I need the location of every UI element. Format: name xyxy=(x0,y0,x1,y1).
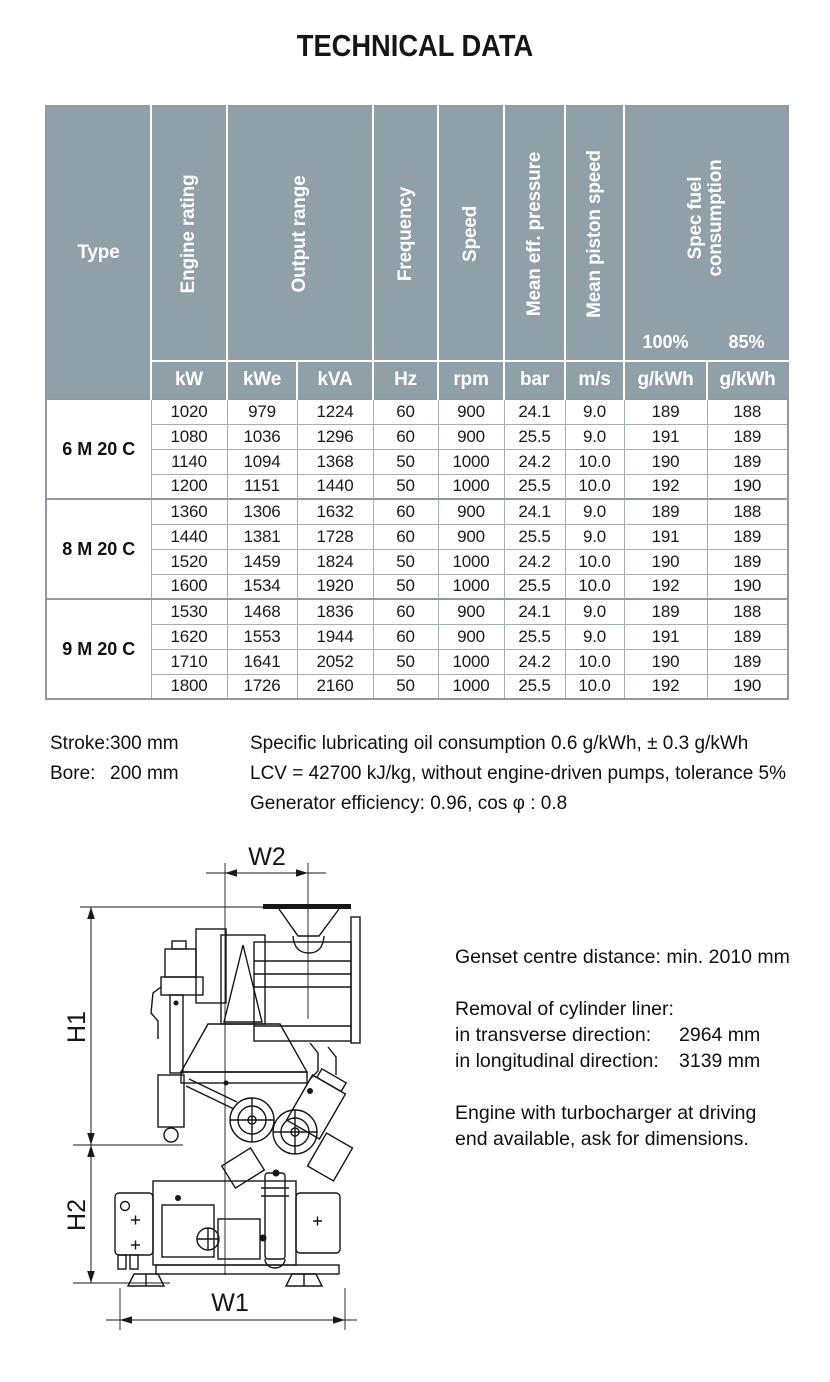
w2-label: W2 xyxy=(248,843,286,871)
spec-value-cell: 50 xyxy=(373,449,438,474)
technical-data-table xyxy=(45,105,789,700)
spec-value-cell: 1036 xyxy=(227,424,297,449)
spec-value-cell: 25.5 xyxy=(504,524,565,549)
spec-value-cell: 1459 xyxy=(227,549,297,574)
table-row xyxy=(46,574,788,599)
load-85-label: 85% xyxy=(728,332,765,352)
spec-value-cell: 1381 xyxy=(227,524,297,549)
spec-value-cell: 188 xyxy=(707,599,788,624)
spec-value-cell: 1620 xyxy=(151,624,227,649)
cylinder-liner-removal-note xyxy=(455,996,827,1074)
spec-value-cell: 192 xyxy=(624,574,707,599)
spec-value-cell: 1641 xyxy=(227,649,297,674)
transverse-label: in transverse direction: xyxy=(455,1024,652,1046)
spec-value-cell: 24.2 xyxy=(504,549,565,574)
h1-label: H1 xyxy=(63,1011,91,1043)
bore-value: 200 mm xyxy=(110,763,179,784)
spec-value-cell: 1080 xyxy=(151,424,227,449)
table-row xyxy=(46,499,788,524)
spec-value-cell: 1224 xyxy=(297,399,373,424)
spec-value-cell: 900 xyxy=(438,624,504,649)
engine-geometry-notes xyxy=(50,729,179,789)
spec-value-cell: 189 xyxy=(624,599,707,624)
spec-value-cell: 190 xyxy=(624,649,707,674)
spec-value-cell: 24.1 xyxy=(504,599,565,624)
spec-value-cell: 1836 xyxy=(297,599,373,624)
column-header-mean-piston-speed xyxy=(565,106,624,361)
engine-type-group xyxy=(46,599,788,699)
spec-value-cell: 1000 xyxy=(438,674,504,699)
bore-row xyxy=(50,759,179,789)
genset-distance-note: Genset centre distance: min. 2010 mm xyxy=(455,946,790,968)
spec-value-cell: 10.0 xyxy=(565,474,624,499)
unit-kva: kVA xyxy=(297,361,373,399)
column-header-label: Mean piston speed xyxy=(583,149,605,318)
transverse-row xyxy=(455,1022,827,1048)
spec-value-cell: 1800 xyxy=(151,674,227,699)
w1-label: W1 xyxy=(211,1289,249,1317)
spec-value-cell: 60 xyxy=(373,599,438,624)
column-header-label: Spec fuel consumption xyxy=(685,159,726,277)
longitudinal-row xyxy=(455,1048,827,1074)
spec-value-cell: 1920 xyxy=(297,574,373,599)
column-header-label: Mean eff. pressure xyxy=(523,151,545,316)
spec-value-cell: 60 xyxy=(373,524,438,549)
spec-value-cell: 1000 xyxy=(438,549,504,574)
spec-value-cell: 10.0 xyxy=(565,649,624,674)
spec-value-cell: 10.0 xyxy=(565,449,624,474)
spec-value-cell: 1000 xyxy=(438,649,504,674)
page-title: TECHNICAL DATA xyxy=(296,28,534,63)
spec-value-cell: 191 xyxy=(624,424,707,449)
spec-value-cell: 60 xyxy=(373,399,438,424)
column-header-label: Frequency xyxy=(394,186,416,281)
spec-value-cell: 1632 xyxy=(297,499,373,524)
table-header xyxy=(46,106,788,399)
spec-value-cell: 60 xyxy=(373,624,438,649)
spec-value-cell: 1151 xyxy=(227,474,297,499)
spec-value-cell: 9.0 xyxy=(565,499,624,524)
engine-type-group xyxy=(46,399,788,499)
spec-value-cell: 9.0 xyxy=(565,424,624,449)
load-percentage-row xyxy=(625,332,787,353)
spec-value-cell: 191 xyxy=(624,524,707,549)
unit-bar: bar xyxy=(504,361,565,399)
column-header-type: Type xyxy=(46,106,151,399)
spec-value-cell: 24.1 xyxy=(504,499,565,524)
spec-value-cell: 900 xyxy=(438,599,504,624)
drawing-notes xyxy=(455,944,827,1152)
unit-gkwh-100: g/kWh xyxy=(624,361,707,399)
lcv-note: LCV = 42700 kJ/kg, without engine-driven pumps, tolerance 5% xyxy=(250,763,787,784)
spec-value-cell: 190 xyxy=(707,674,788,699)
column-header-output-range xyxy=(227,106,373,361)
table-row xyxy=(46,449,788,474)
spec-value-cell: 1534 xyxy=(227,574,297,599)
spec-value-cell: 191 xyxy=(624,624,707,649)
spec-value-cell: 1553 xyxy=(227,624,297,649)
spec-value-cell: 1140 xyxy=(151,449,227,474)
spec-value-cell: 2160 xyxy=(297,674,373,699)
spec-value-cell: 25.5 xyxy=(504,624,565,649)
engine-type-cell: 6 M 20 C xyxy=(46,399,151,499)
spec-value-cell: 189 xyxy=(624,499,707,524)
spec-value-cell: 25.5 xyxy=(504,674,565,699)
table-row xyxy=(46,624,788,649)
spec-value-cell: 189 xyxy=(624,399,707,424)
unit-gkwh-85: g/kWh xyxy=(707,361,788,399)
engine-type-cell: 8 M 20 C xyxy=(46,499,151,599)
spec-value-cell: 10.0 xyxy=(565,674,624,699)
unit-hz: Hz xyxy=(373,361,438,399)
spec-value-cell: 1944 xyxy=(297,624,373,649)
spec-value-cell: 192 xyxy=(624,474,707,499)
spec-value-cell: 1824 xyxy=(297,549,373,574)
spec-value-cell: 1368 xyxy=(297,449,373,474)
spec-value-cell: 979 xyxy=(227,399,297,424)
table-row xyxy=(46,424,788,449)
spec-value-cell: 189 xyxy=(707,449,788,474)
table-row xyxy=(46,399,788,424)
unit-kw: kW xyxy=(151,361,227,399)
spec-value-cell: 1094 xyxy=(227,449,297,474)
engine-drawing-wrap xyxy=(58,843,450,1345)
spec-value-cell: 192 xyxy=(624,674,707,699)
spec-value-cell: 1726 xyxy=(227,674,297,699)
spec-value-cell: 1440 xyxy=(151,524,227,549)
spec-value-cell: 60 xyxy=(373,499,438,524)
spec-value-cell: 190 xyxy=(624,549,707,574)
stroke-row xyxy=(50,729,179,759)
column-header-frequency xyxy=(373,106,438,361)
spec-value-cell: 50 xyxy=(373,549,438,574)
engine-type-group xyxy=(46,499,788,599)
units-row xyxy=(46,361,788,399)
spec-value-cell: 50 xyxy=(373,649,438,674)
spec-value-cell: 1440 xyxy=(297,474,373,499)
table-row xyxy=(46,474,788,499)
engine-drawing xyxy=(58,843,450,1340)
spec-value-cell: 900 xyxy=(438,499,504,524)
engine-type-cell: 9 M 20 C xyxy=(46,599,151,699)
spec-value-cell: 1728 xyxy=(297,524,373,549)
spec-value-cell: 1360 xyxy=(151,499,227,524)
column-header-label: Output range xyxy=(289,175,310,292)
transverse-value: 2964 mm xyxy=(679,1024,761,1046)
spec-value-cell: 9.0 xyxy=(565,599,624,624)
spec-value-cell: 1600 xyxy=(151,574,227,599)
h2-label: H2 xyxy=(63,1199,91,1231)
engine-outline xyxy=(115,904,360,1286)
spec-value-cell: 189 xyxy=(707,424,788,449)
spec-value-cell: 50 xyxy=(373,574,438,599)
header-row-main xyxy=(46,106,788,361)
spec-value-cell: 1000 xyxy=(438,474,504,499)
spec-value-cell: 24.2 xyxy=(504,649,565,674)
table-row xyxy=(46,549,788,574)
table-row xyxy=(46,674,788,699)
spec-value-cell: 10.0 xyxy=(565,549,624,574)
spec-value-cell: 25.5 xyxy=(504,474,565,499)
bore-label: Bore: xyxy=(50,763,96,784)
spec-value-cell: 1200 xyxy=(151,474,227,499)
dimension-h1 xyxy=(63,907,271,1145)
column-header-speed xyxy=(438,106,504,361)
spec-value-cell: 1000 xyxy=(438,449,504,474)
turbocharger-note: Engine with turbocharger at driving end available, ask for dimensions. xyxy=(455,1102,757,1150)
lube-oil-note: Specific lubricating oil consumption 0.6 g/kWh, ± 0.3 g/kWh xyxy=(250,733,749,754)
spec-value-cell: 1710 xyxy=(151,649,227,674)
spec-value-cell: 1296 xyxy=(297,424,373,449)
spec-value-cell: 900 xyxy=(438,524,504,549)
spec-value-cell: 25.5 xyxy=(504,574,565,599)
spec-value-cell: 190 xyxy=(707,474,788,499)
column-header-label: Speed xyxy=(460,205,481,262)
spec-value-cell: 1020 xyxy=(151,399,227,424)
removal-title: Removal of cylinder liner: xyxy=(455,998,674,1020)
longitudinal-value: 3139 mm xyxy=(679,1050,761,1072)
spec-value-cell: 190 xyxy=(707,574,788,599)
dimension-h2 xyxy=(63,1145,183,1283)
spec-value-cell: 9.0 xyxy=(565,624,624,649)
technical-data-table-wrap xyxy=(45,105,787,700)
spec-value-cell: 1000 xyxy=(438,574,504,599)
spec-value-cell: 1530 xyxy=(151,599,227,624)
column-header-spec-fuel-consumption xyxy=(624,106,788,361)
spec-value-cell: 50 xyxy=(373,474,438,499)
spec-value-cell: 189 xyxy=(707,649,788,674)
dimension-w1 xyxy=(106,1288,357,1330)
table-row xyxy=(46,599,788,624)
spec-value-cell: 188 xyxy=(707,399,788,424)
spec-value-cell: 24.2 xyxy=(504,449,565,474)
spec-value-cell: 9.0 xyxy=(565,399,624,424)
table-row xyxy=(46,649,788,674)
longitudinal-label: in longitudinal direction: xyxy=(455,1050,659,1072)
spec-value-cell: 189 xyxy=(707,624,788,649)
stroke-label: Stroke: xyxy=(50,733,111,754)
stroke-value: 300 mm xyxy=(110,733,179,754)
spec-value-cell: 2052 xyxy=(297,649,373,674)
unit-ms: m/s xyxy=(565,361,624,399)
spec-value-cell: 9.0 xyxy=(565,524,624,549)
column-header-engine-rating xyxy=(151,106,227,361)
spec-value-cell: 1306 xyxy=(227,499,297,524)
load-100-label: 100% xyxy=(642,332,689,352)
spec-value-cell: 1520 xyxy=(151,549,227,574)
consumption-notes xyxy=(250,729,786,819)
spec-value-cell: 10.0 xyxy=(565,574,624,599)
column-header-label: Engine rating xyxy=(178,174,199,293)
spec-value-cell: 189 xyxy=(707,549,788,574)
spec-value-cell: 24.1 xyxy=(504,399,565,424)
spec-value-cell: 50 xyxy=(373,674,438,699)
spec-value-cell: 60 xyxy=(373,424,438,449)
spec-value-cell: 188 xyxy=(707,499,788,524)
spec-value-cell: 25.5 xyxy=(504,424,565,449)
spec-value-cell: 190 xyxy=(624,449,707,474)
spec-value-cell: 1468 xyxy=(227,599,297,624)
unit-rpm: rpm xyxy=(438,361,504,399)
column-header-mean-eff-pressure xyxy=(504,106,565,361)
unit-kwe: kWe xyxy=(227,361,297,399)
table-row xyxy=(46,524,788,549)
generator-efficiency-note: Generator efficiency: 0.96, cos φ : 0.8 xyxy=(250,793,568,814)
spec-value-cell: 189 xyxy=(707,524,788,549)
spec-value-cell: 900 xyxy=(438,399,504,424)
spec-value-cell: 900 xyxy=(438,424,504,449)
